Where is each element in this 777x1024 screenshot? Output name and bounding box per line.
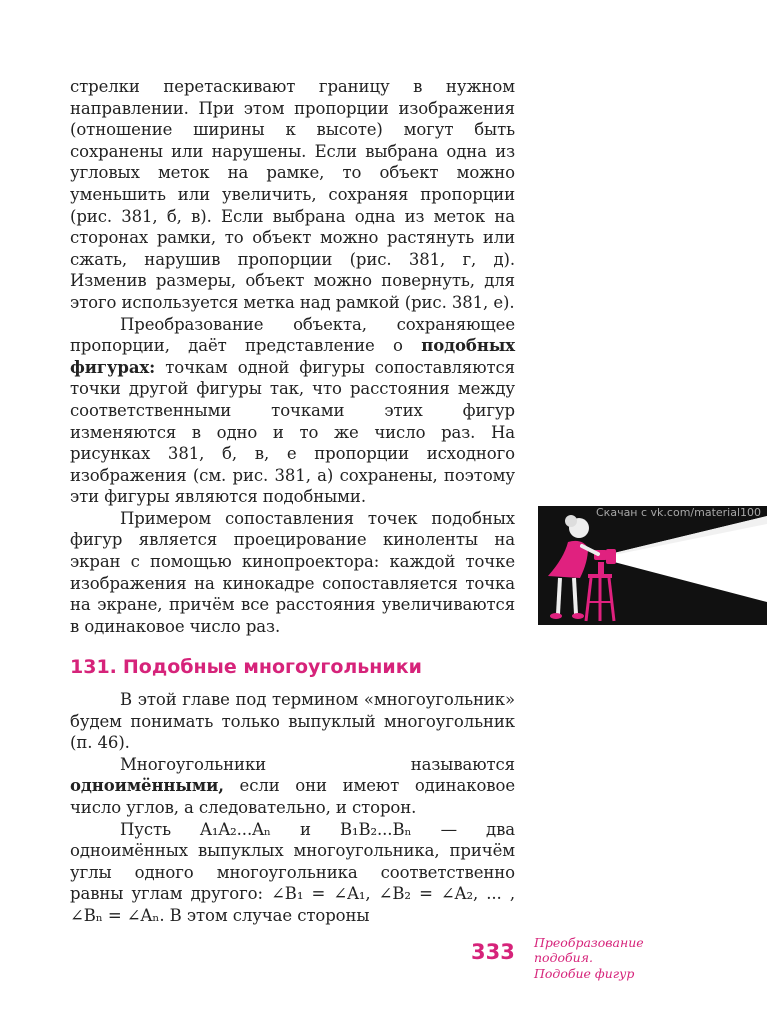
paragraph-text: Преобразование объекта, сохраняющее пропорции, даёт представление о [70, 314, 515, 356]
projector-body [606, 549, 616, 564]
text-block-top [70, 76, 515, 637]
running-head-line: Преобразование [534, 935, 644, 950]
girl-hair-bun [565, 515, 577, 527]
paragraph-text: точкам одной фигуры сопоставляются точки другой фигуры так, что расстояния между соответственными точками этих фигур изменяются в одно и то же число раз. На рисунках 381, б, в, е пропорции исходного изображения (см. рис. 381, а) сохранены, поэтому эти фигуры являются подобными. [70, 357, 515, 507]
projector-beam [614, 516, 767, 602]
text-block-bottom [70, 689, 515, 927]
girl-shoe [572, 613, 584, 619]
section-number: 131. [70, 656, 117, 678]
watermark: Скачан с vk.com/material100 [596, 506, 762, 519]
girl-with-projector-icon [538, 506, 767, 625]
paragraph-text: если они имеют одинаковое число углов, а следовательно, и сторон. [70, 776, 515, 817]
paragraph [70, 754, 515, 819]
projector-illustration [538, 506, 767, 625]
girl-shoe [550, 613, 562, 619]
section-title: Подобные многоугольники [122, 656, 422, 678]
paragraph: Примером сопоставления точек подобных фигур является проецирование киноленты на экран с помощью кинопроектора: каждой точке изображения на кинокадре сопоставляется точка на экране, причём все расстояния увеличиваются в одинаковое число раз. [70, 508, 515, 636]
paragraph: В этой главе под термином «многоугольник» будем понимать только выпуклый многоугольник (п. 46). [70, 690, 515, 753]
page-number: 333 [471, 940, 515, 964]
running-head-line: Подобие фигур [534, 965, 635, 981]
term-same-name-polygons: одноимёнными, [70, 776, 224, 796]
running-head-line: подобия. [534, 950, 593, 966]
running-head [534, 935, 684, 981]
paragraph: Пусть A₁A₂...Aₙ и B₁B₂...Bₙ — два одноимённых выпуклых многоугольника, причём углы одного многоугольника соответственно равны углам другого: ∠B₁ = ∠A₁, ∠B₂ = ∠A₂, ... , ∠Bₙ = ∠Aₙ. В этом случае стороны [70, 819, 515, 925]
term-similar-figures: подобных фигурах: [70, 336, 515, 377]
section-heading [70, 656, 422, 678]
projector-stand-top [588, 574, 612, 578]
paragraph-text: Многоугольники называются [120, 754, 515, 774]
paragraph: стрелки перетаскивают границу в нужном направлении. При этом пропорции изображения (отношение ширины к высоте) могут быть сохранены или нарушены. Если выбрана одна из угловых меток на рамке, то объект можно уменьшить или увеличить, сохраняя пропорции (рис. 381, б, в). Если выбрана одна из меток на сторонах рамки, то объект можно растянуть или сжать, нарушив пропорции (рис. 381, г, д). Изменив размеры, объект можно повернуть, для этого используется метка над рамкой (рис. 381, е). [70, 77, 515, 312]
paragraph [70, 314, 515, 508]
